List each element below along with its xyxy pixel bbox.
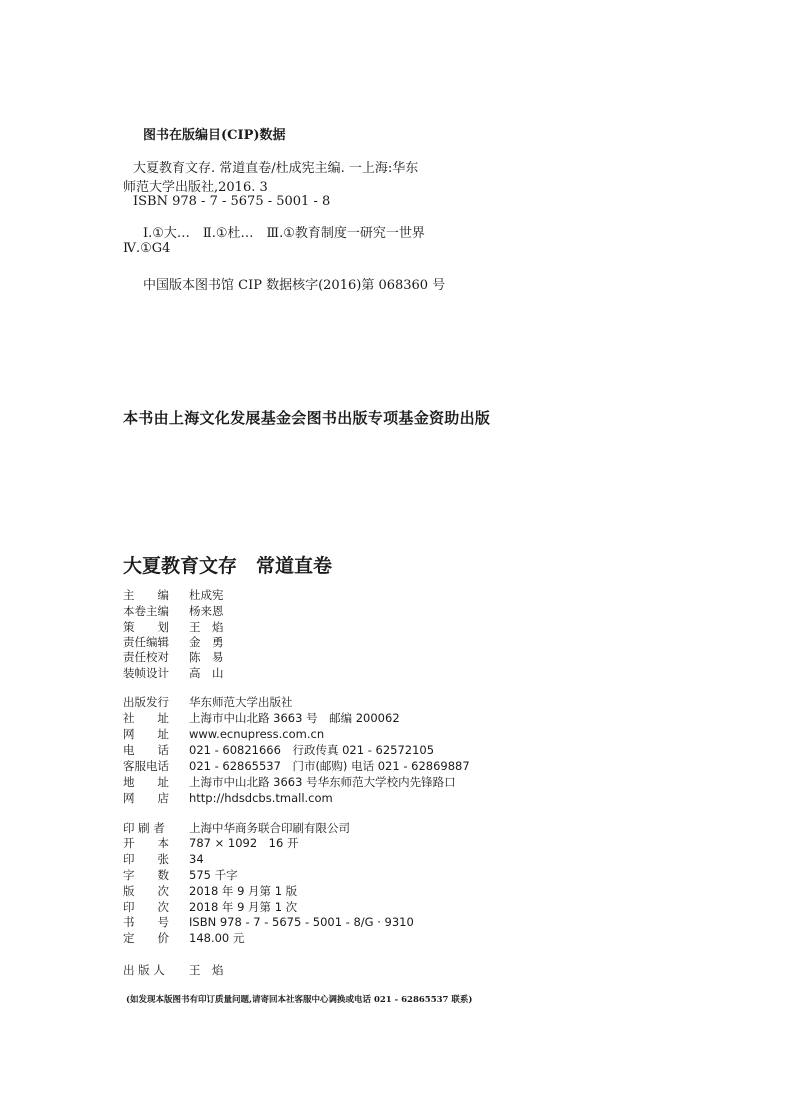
print-value: 2018 年 9 月第 1 次 xyxy=(189,900,298,914)
cip-line: Ⅳ.①G4 xyxy=(123,241,171,256)
print-label: 印 刷 者 xyxy=(123,821,165,835)
online-store-link[interactable]: http://hdsdcbs.tmall.com xyxy=(189,791,333,805)
print-value: ISBN 978 - 7 - 5675 - 5001 - 8/G · 9310 xyxy=(189,915,414,929)
publisher-value: 上海市中山北路 3663 号 邮编 200062 xyxy=(189,711,400,725)
publisher-value: 021 - 62865537 门市(邮购) 电话 021 - 62869887 xyxy=(189,759,470,773)
print-value: 575 千字 xyxy=(189,868,238,882)
cip-heading: 图书在版编目(CIP)数据 xyxy=(143,128,286,143)
credit-value: 金 勇 xyxy=(189,635,224,649)
credit-value: 杜成宪 xyxy=(189,588,224,602)
print-row xyxy=(123,899,297,915)
cip-line: 大夏教育文存. 常道直卷/杜成宪主编. 一上海:华东 xyxy=(133,161,419,176)
publisher-label: 网 址 xyxy=(123,727,169,741)
website-link[interactable]: www.ecnupress.com.cn xyxy=(189,727,325,741)
credit-row xyxy=(123,587,224,603)
print-value: 787 × 1092 16 开 xyxy=(189,836,299,850)
credit-value: 高 山 xyxy=(189,666,224,680)
publisher-value: 华东师范大学出版社 xyxy=(189,695,293,709)
print-row xyxy=(123,930,244,946)
publisher-row xyxy=(123,790,333,806)
publisher-label: 社 址 xyxy=(123,711,169,725)
print-value: 2018 年 9 月第 1 版 xyxy=(189,884,298,898)
publisher-value: 021 - 60821666 行政传真 021 - 62572105 xyxy=(189,743,435,757)
cip-line: Ⅰ.①大… Ⅱ.①杜… Ⅲ.①教育制度一研究一世界 xyxy=(143,226,425,241)
credit-label: 本卷主编 xyxy=(123,604,169,618)
print-row xyxy=(123,851,204,867)
cip-line: 师范大学出版社,2016. 3 xyxy=(123,180,268,195)
credit-value: 杨来恩 xyxy=(189,604,224,618)
cip-line: 中国版本图书馆 CIP 数据核字(2016)第 068360 号 xyxy=(143,278,446,293)
fund-statement: 本书由上海文化发展基金会图书出版专项基金资助出版 xyxy=(123,409,491,427)
publisher-row xyxy=(123,694,293,710)
credit-label: 责任编辑 xyxy=(123,635,169,649)
credit-label: 主 编 xyxy=(123,588,169,602)
credit-row xyxy=(123,603,224,619)
publisher-row xyxy=(123,774,456,790)
credit-label: 责任校对 xyxy=(123,650,169,664)
credit-label: 策 划 xyxy=(123,620,169,634)
credit-row xyxy=(123,649,224,665)
credit-row xyxy=(123,619,224,635)
print-label: 版 次 xyxy=(123,884,169,898)
publisher-label: 客服电话 xyxy=(123,759,169,773)
print-row xyxy=(123,820,350,836)
publisher-person-row xyxy=(123,962,224,978)
print-value: 148.00 元 xyxy=(189,931,245,945)
print-label: 书 号 xyxy=(123,915,169,929)
publisher-row xyxy=(123,726,324,742)
publisher-row xyxy=(123,758,470,774)
publisher-label: 网 店 xyxy=(123,791,169,805)
print-value: 上海中华商务联合印刷有限公司 xyxy=(189,821,350,835)
print-row xyxy=(123,914,414,930)
print-value: 34 xyxy=(189,852,204,866)
print-label: 定 价 xyxy=(123,931,169,945)
publisher-label: 电 话 xyxy=(123,743,169,757)
print-row xyxy=(123,883,297,899)
book-title: 大夏教育文存 常道直卷 xyxy=(123,555,333,577)
credit-value: 陈 易 xyxy=(189,650,224,664)
credit-value: 王 焰 xyxy=(189,620,224,634)
print-label: 开 本 xyxy=(123,836,169,850)
credit-row xyxy=(123,665,224,681)
quality-note: (如发现本版图书有印订质量问题,请寄回本社客服中心调换或电话 021 - 62865537 联系) xyxy=(126,995,473,1005)
print-label: 印 次 xyxy=(123,900,169,914)
publisher-row xyxy=(123,710,400,726)
print-label: 印 张 xyxy=(123,852,169,866)
publisher-value: 上海市中山北路 3663 号华东师范大学校内先锋路口 xyxy=(189,775,456,789)
publisher-person-label: 出 版 人 xyxy=(123,963,165,977)
credit-row xyxy=(123,634,224,650)
credit-label: 装帧设计 xyxy=(123,666,169,680)
print-row xyxy=(123,867,238,883)
print-row xyxy=(123,835,298,851)
publisher-label: 出版发行 xyxy=(123,695,169,709)
publisher-label: 地 址 xyxy=(123,775,169,789)
cip-line: ISBN 978 - 7 - 5675 - 5001 - 8 xyxy=(133,194,331,209)
print-label: 字 数 xyxy=(123,868,169,882)
publisher-row xyxy=(123,742,434,758)
publisher-person-value: 王 焰 xyxy=(189,963,224,977)
